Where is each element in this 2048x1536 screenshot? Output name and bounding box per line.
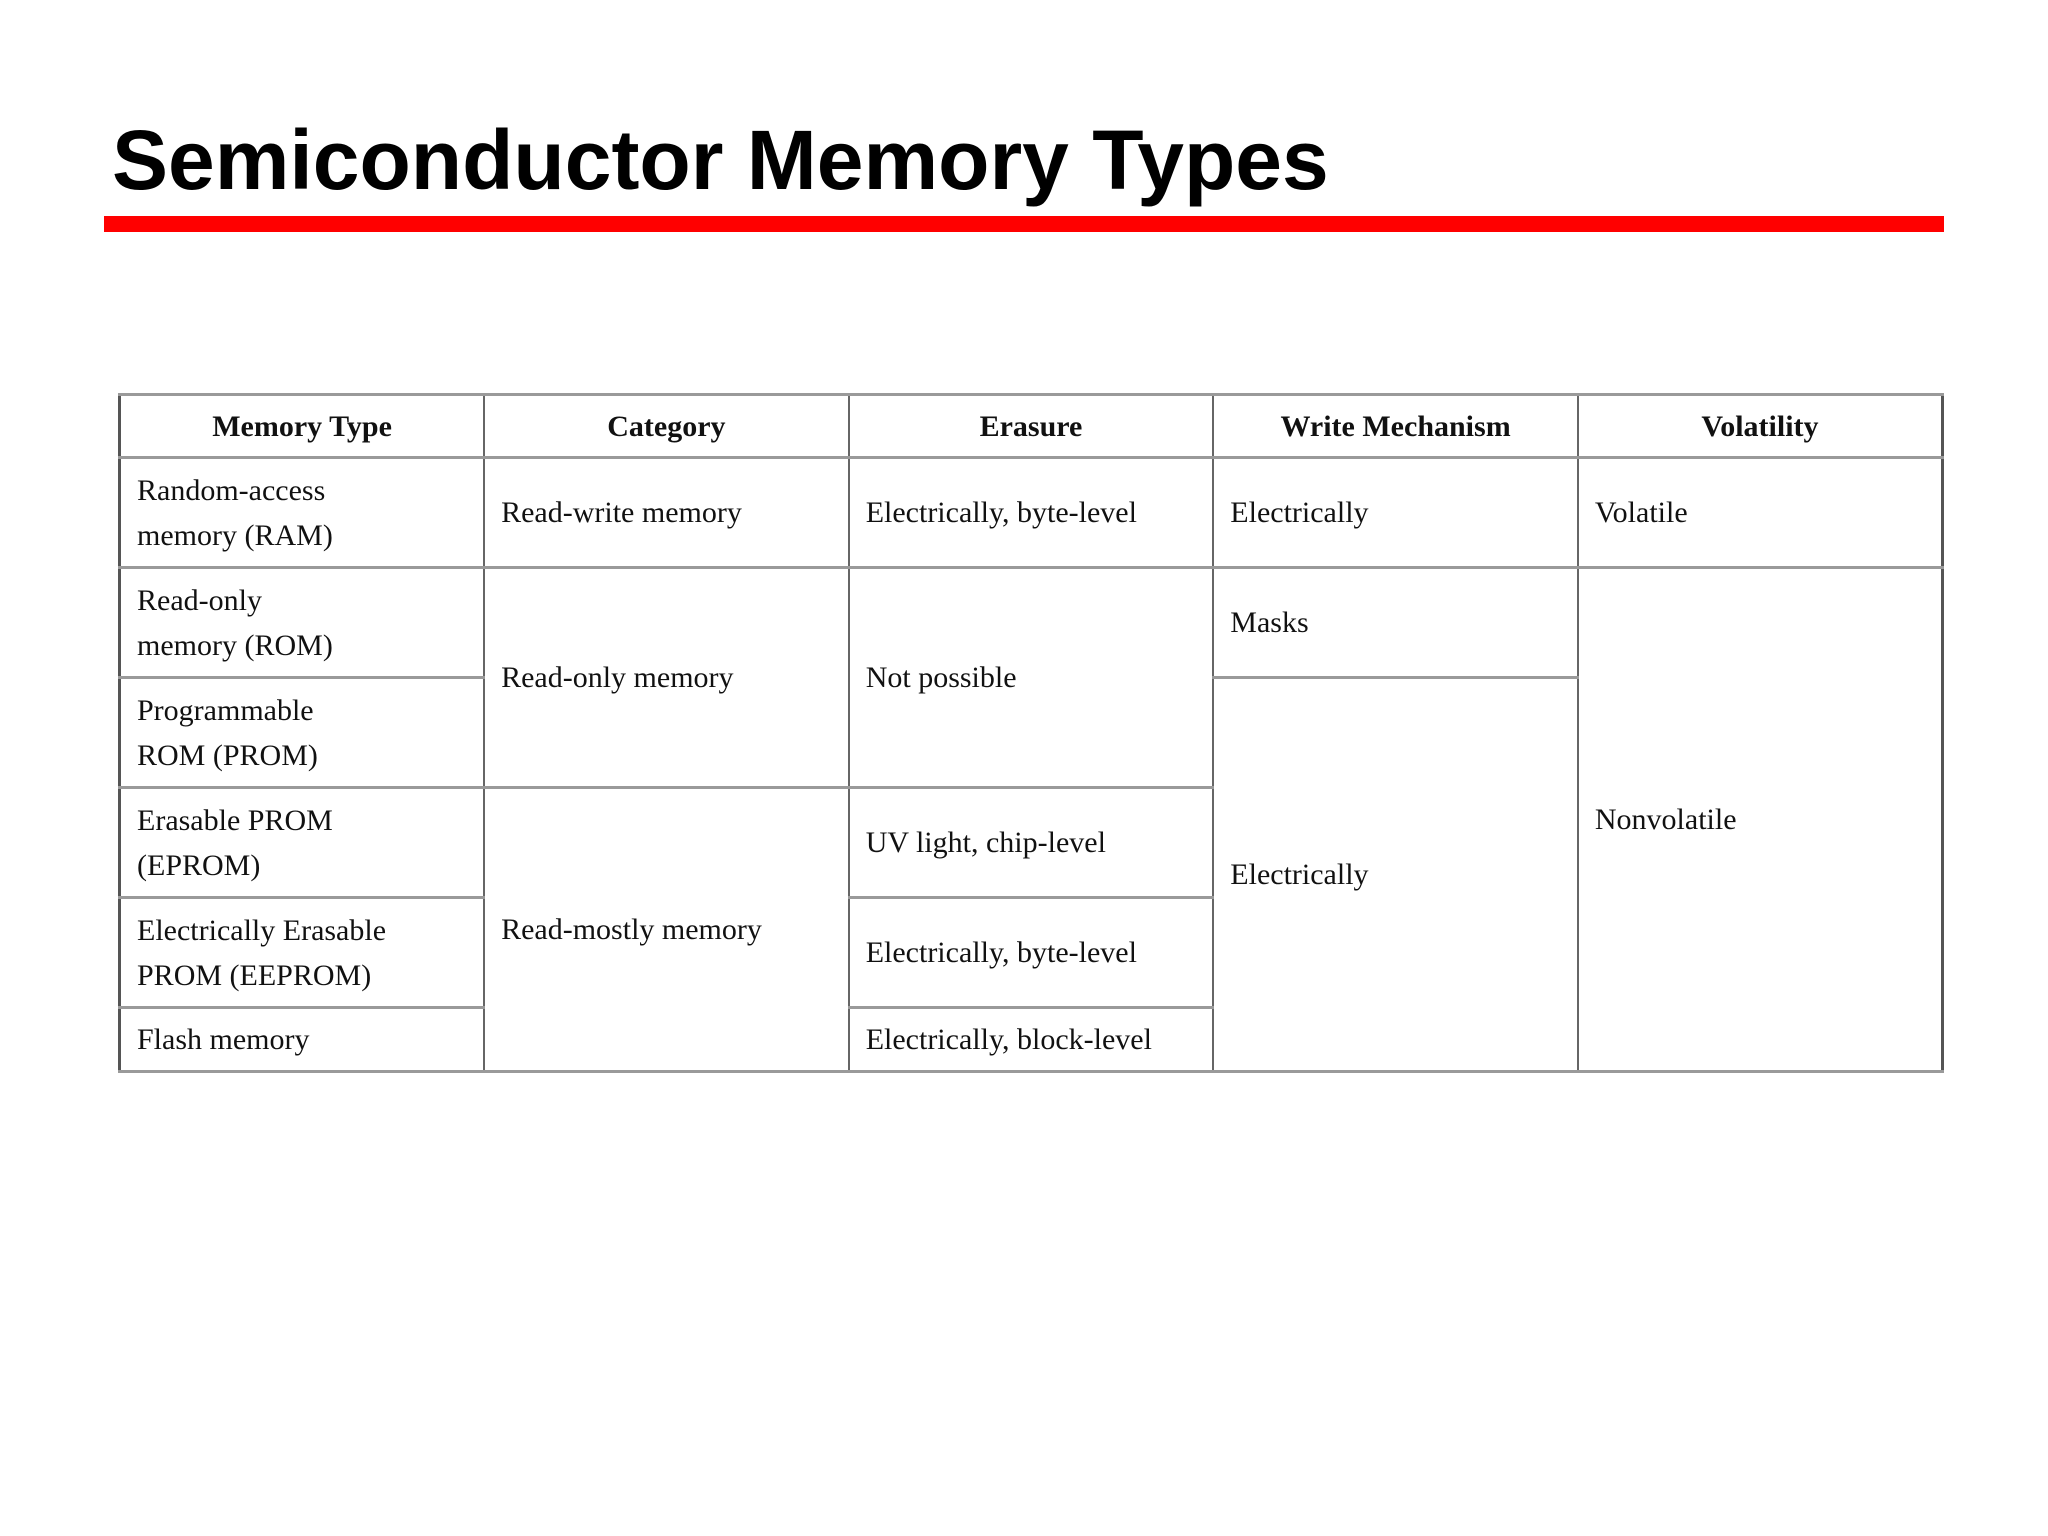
memory-types-table	[118, 393, 1944, 1073]
cell-category-read-write: Read-write memory	[484, 458, 849, 568]
header-write-mechanism: Write Mechanism	[1213, 395, 1578, 458]
cell-erasure-not-possible: Not possible	[849, 568, 1214, 788]
cell-category-read-only: Read-only memory	[484, 568, 849, 788]
cell-memory-type-eeprom: Electrically Erasable PROM (EEPROM)	[120, 898, 485, 1008]
cell-volatility-volatile: Volatile	[1578, 458, 1943, 568]
title-underline	[104, 216, 1944, 232]
cell-memory-type-ram: Random-access memory (RAM)	[120, 458, 485, 568]
header-memory-type: Memory Type	[120, 395, 485, 458]
slide-title: Semiconductor Memory Types	[112, 113, 1329, 207]
cell-memory-type-rom: Read-only memory (ROM)	[120, 568, 485, 678]
cell-write-masks: Masks	[1213, 568, 1578, 678]
cell-erasure-flash: Electrically, block-level	[849, 1008, 1214, 1072]
cell-memory-type-flash: Flash memory	[120, 1008, 485, 1072]
cell-volatility-nonvolatile: Nonvolatile	[1578, 568, 1943, 1072]
table-header-row	[120, 395, 1943, 458]
cell-memory-type-eprom: Erasable PROM (EPROM)	[120, 788, 485, 898]
table-row	[120, 568, 1943, 678]
table-row	[120, 458, 1943, 568]
cell-erasure-ram: Electrically, byte-level	[849, 458, 1214, 568]
cell-memory-type-prom: Programmable ROM (PROM)	[120, 678, 485, 788]
memory-types-table-container	[118, 393, 1944, 1073]
cell-erasure-uv-light: UV light, chip-level	[849, 788, 1214, 898]
cell-write-electrically: Electrically	[1213, 678, 1578, 1072]
cell-erasure-eeprom: Electrically, byte-level	[849, 898, 1214, 1008]
header-category: Category	[484, 395, 849, 458]
cell-write-ram: Electrically	[1213, 458, 1578, 568]
header-volatility: Volatility	[1578, 395, 1943, 458]
cell-category-read-mostly: Read-mostly memory	[484, 788, 849, 1072]
header-erasure: Erasure	[849, 395, 1214, 458]
